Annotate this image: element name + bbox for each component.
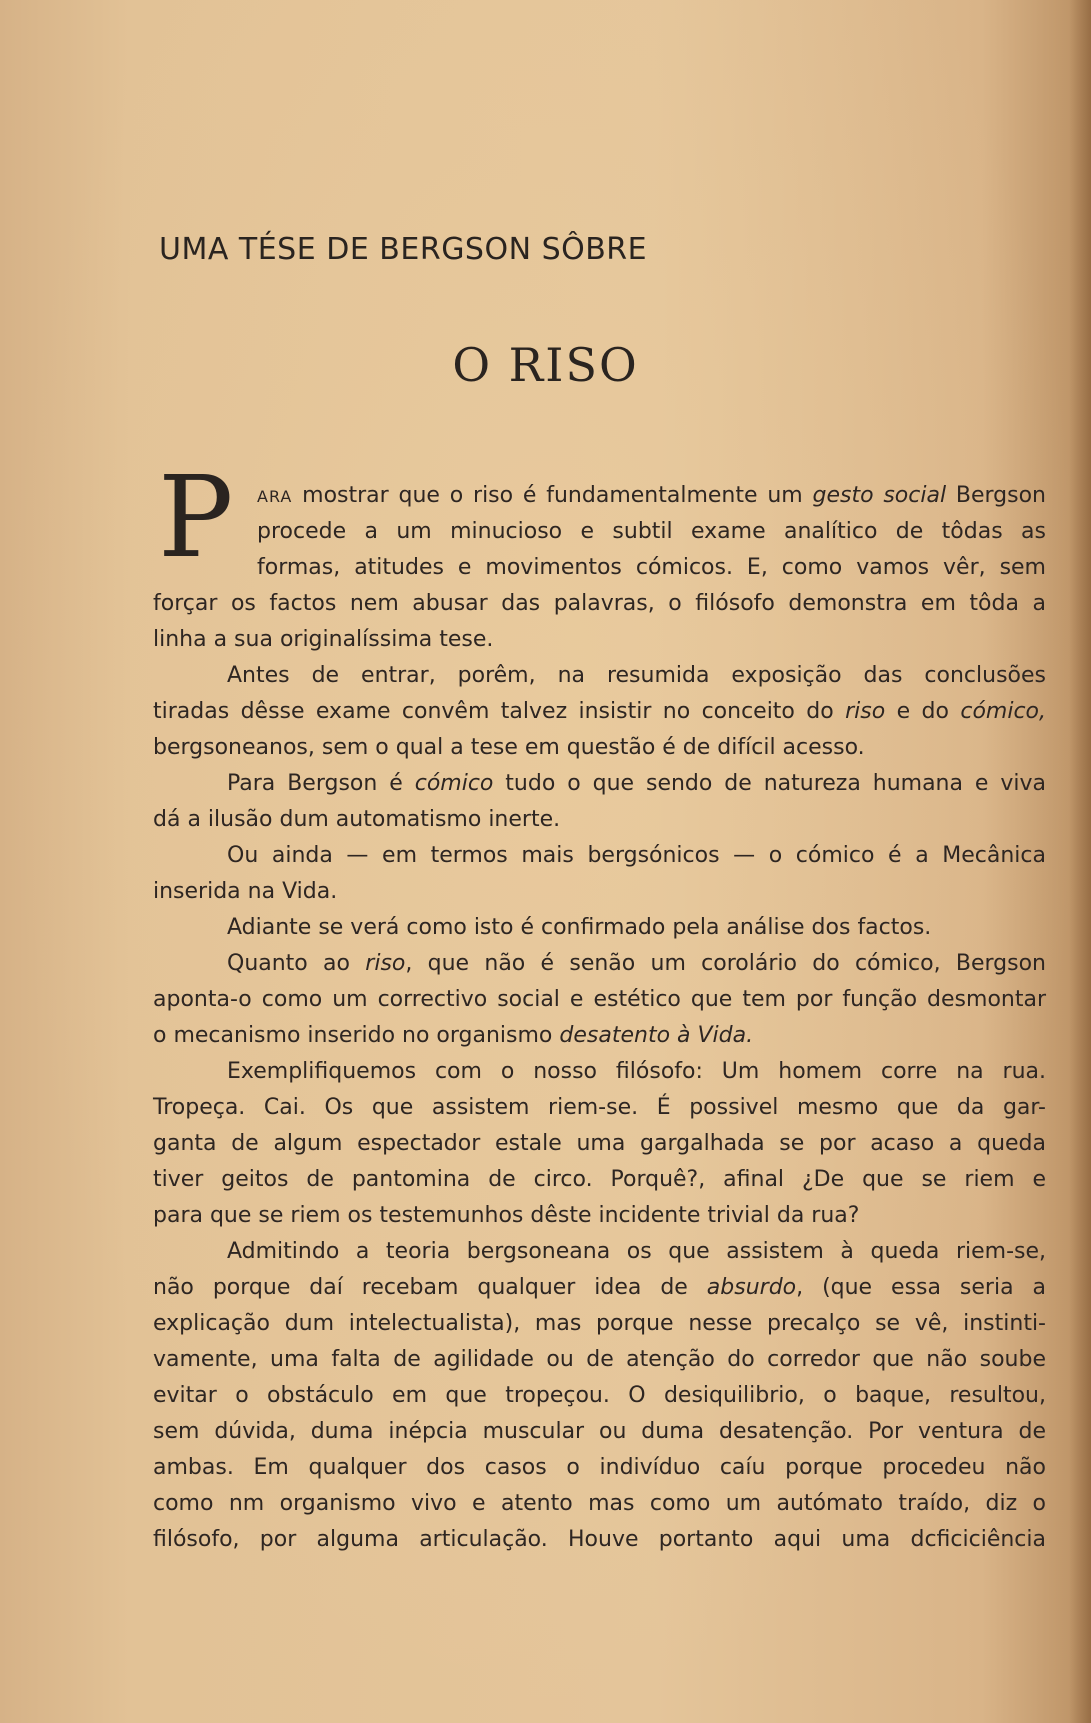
text-run: para que se riem os testemunhos dêste incidente trivial da rua? [153,1203,860,1228]
text-run: o mecanismo inserido no organismo [153,1023,560,1048]
text-line [153,1486,1046,1522]
text-run: forçar os factos nem abusar das palavras, o filósofo demonstra em tôda a [153,591,1046,616]
italic-phrase: absurdo [706,1275,797,1300]
text-line [153,658,1046,694]
text-run: formas, atitudes e movimentos cómicos. E, como vamos vêr, sem [257,555,1046,580]
text-line [153,514,1046,550]
text-run: linha a sua originalíssima tese. [153,627,494,652]
text-run: e do [885,699,961,724]
text-line [153,1198,1046,1234]
italic-phrase: riso [845,699,886,724]
text-line [153,1306,1046,1342]
text-run: aponta-o como um correctivo social e estético que tem por função desmontar [153,987,1046,1012]
text-run: , (que essa seria a [796,1275,1046,1300]
text-line [153,946,1046,982]
italic-phrase: cómico, [960,699,1046,724]
text-line [153,1450,1046,1486]
text-run: filósofo, por alguma articulação. Houve portanto aqui uma dcficiciência [153,1527,1046,1552]
text-line [153,838,1046,874]
italic-phrase: cómico [414,771,494,796]
text-run: Ou ainda — em termos mais bergsónicos — o cómico é a Mecânica [227,843,1046,868]
text-run: Exemplifiquemos com o nosso filósofo: Um homem corre na rua. [227,1059,1046,1084]
italic-phrase: riso [365,951,406,976]
text-line [153,478,1046,514]
text-run: Tropeça. Cai. Os que assistem riem-se. É possivel mesmo que da gar- [153,1095,1046,1120]
text-line [153,1162,1046,1198]
text-line [153,586,1046,622]
text-line [153,1126,1046,1162]
body-text [153,478,1046,1558]
text-line [153,1234,1046,1270]
text-line [153,622,1046,658]
text-run: explicação dum intelectualista), mas porque nesse precalço se vê, instinti- [153,1311,1046,1336]
text-run: bergsoneanos, sem o qual a tese em questão é de difícil acesso. [153,735,865,760]
text-run: Bergson [946,483,1046,508]
text-run: ambas. Em qualquer dos casos o indivíduo caíu porque procedeu não [153,1455,1046,1480]
text-run: como nm organismo vivo e atento mas como um autómato traído, diz o [153,1491,1046,1516]
text-run: Adiante se verá como isto é confirmado pela análise dos factos. [227,915,932,940]
text-run: Antes de entrar, porêm, na resumida exposição das conclusões [227,663,1046,688]
text-run: Admitindo a teoria bergsoneana os que assistem à queda riem-se, [227,1239,1046,1264]
text-run: dá a ilusão dum automatismo inerte. [153,807,561,832]
italic-phrase: gesto social [812,483,947,508]
text-run: procede a um minucioso e subtil exame analítico de tôdas as [257,519,1046,544]
text-line [153,1342,1046,1378]
text-line [153,1018,1046,1054]
text-line [153,1522,1046,1558]
text-line [153,550,1046,586]
text-run: tudo o que sendo de natureza humana e viva [493,771,1046,796]
text-run: vamente, uma falta de agilidade ou de atenção do corredor que não soube [153,1347,1046,1372]
text-line [153,1270,1046,1306]
text-line [153,802,1046,838]
text-run: não porque daí recebam qualquer idea de [153,1275,707,1300]
drop-cap: P [158,453,234,583]
text-run: tiver geitos de pantomina de circo. Porquê?, afinal ¿De que se riem e [153,1167,1046,1192]
text-run: sem dúvida, duma inépcia muscular ou duma desatenção. Por ventura de [153,1419,1046,1444]
text-run: tiradas dêsse exame convêm talvez insistir no conceito do [153,699,846,724]
text-line [153,874,1046,910]
text-run: Quanto ao [227,951,366,976]
chapter-title: O RISO [452,338,639,392]
text-run: , que não é senão um corolário do cómico, Bergson [405,951,1046,976]
text-run: evitar o obstáculo em que tropeçou. O desiquilibrio, o baque, resultou, [153,1383,1046,1408]
italic-phrase: desatento à Vida. [559,1023,754,1048]
text-line [153,1414,1046,1450]
text-line [153,730,1046,766]
text-run: inserida na Vida. [153,879,338,904]
text-run: Para Bergson é [227,771,415,796]
text-run: ganta de algum espectador estale uma gargalhada se por acaso a queda [153,1131,1046,1156]
page-edge-shadow [1069,0,1091,1723]
text-run: mostrar que o riso é fundamentalmente um [292,483,813,508]
text-line [153,982,1046,1018]
text-line [153,1378,1046,1414]
smallcaps-lead: ARA [257,487,293,506]
chapter-kicker: UMA TÉSE DE BERGSON SÔBRE [159,232,648,267]
text-line [153,766,1046,802]
text-line [153,694,1046,730]
text-line [153,1090,1046,1126]
text-line [153,1054,1046,1090]
text-line [153,910,1046,946]
